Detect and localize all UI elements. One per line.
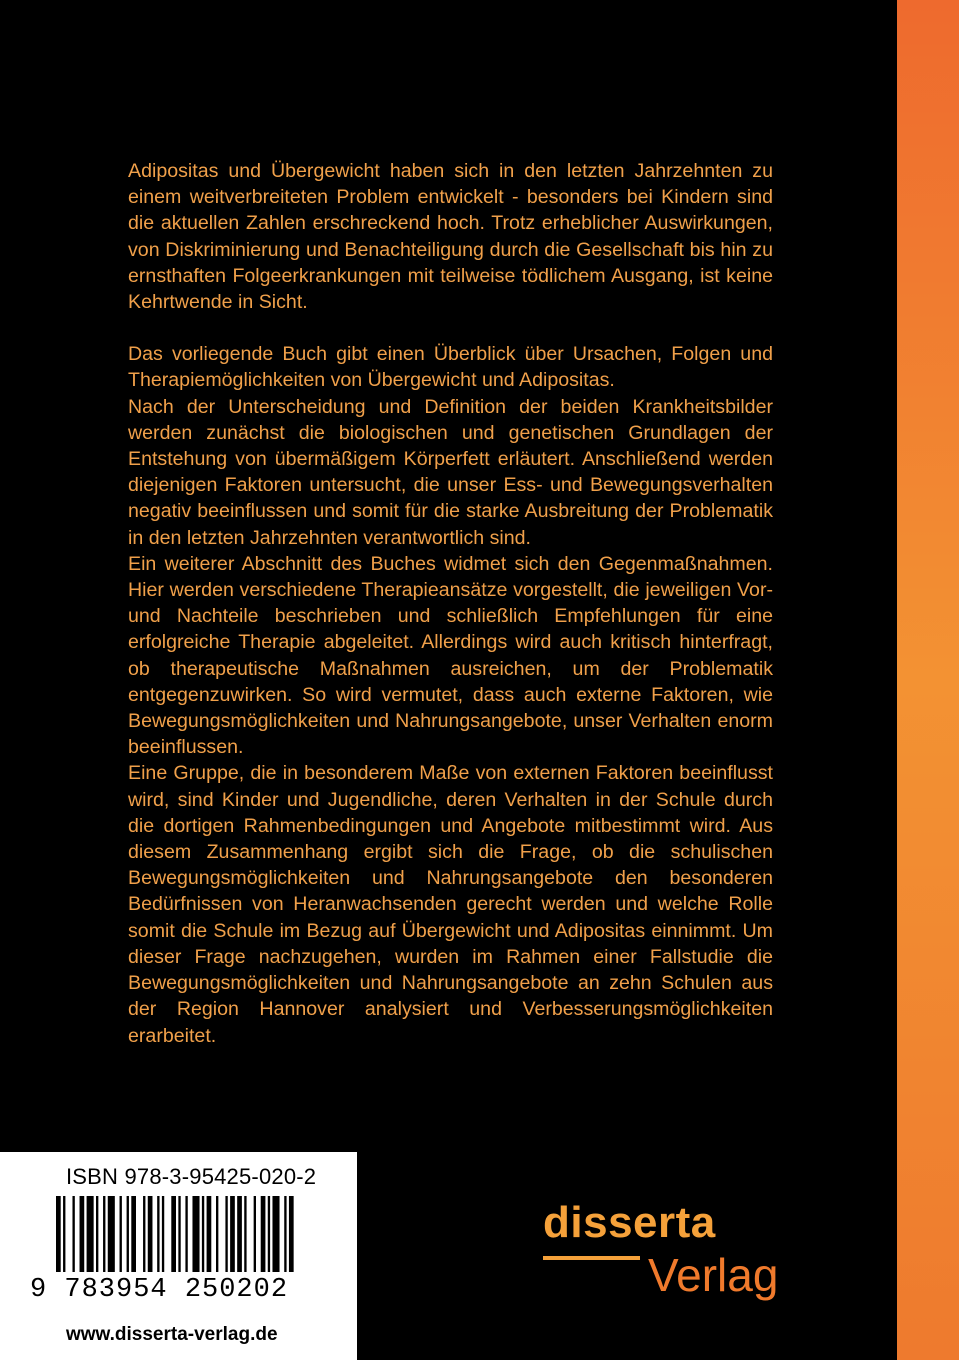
- barcode-bar: [192, 1196, 199, 1272]
- blurb-paragraph-2: Das vorliegende Buch gibt einen Überblick über Ursachen, Folgen und Therapiemöglichkeiten von Übergewicht und Adipositas.: [128, 343, 773, 392]
- barcode-bar: [225, 1196, 227, 1272]
- barcode-bar: [87, 1196, 94, 1272]
- barcode-bar: [56, 1196, 61, 1272]
- barcode-digits: 9 783954 250202: [30, 1275, 289, 1305]
- barcode-panel: [0, 1152, 357, 1360]
- barcode-bar: [284, 1196, 286, 1272]
- blurb-paragraph-1: Adipositas und Übergewicht haben sich in den letzten Jahrzehnten zu einem weitverbreiteten Problem entwickelt - besonders bei Kindern sind die aktuellen Zahlen erschreckend hoch. Trotz erheblicher Auswirkungen, von Diskriminierung und Benachteiligung durch die Gesellschaft bis hin zu ernsthaften Folgeerkrankungen mit teilweise tödlichem Ausgang, ist keine Kehrtwende in Sicht.: [128, 160, 773, 314]
- barcode-bar: [230, 1196, 235, 1272]
- barcode-bar: [268, 1196, 270, 1272]
- barcode-bar: [148, 1196, 153, 1272]
- logo-verlag: Verlag: [648, 1249, 779, 1301]
- barcode-bar: [261, 1196, 266, 1272]
- publisher-logo: [543, 1198, 803, 1318]
- barcode-bar: [127, 1196, 129, 1272]
- barcode-bar: [272, 1196, 279, 1272]
- barcode-bar: [237, 1196, 242, 1272]
- orange-edge-stripe: [897, 0, 959, 1360]
- barcode-bar: [131, 1196, 136, 1272]
- blurb-paragraph-3: Nach der Unterscheidung und Definition der beiden Krankheitsbilder werden zunächst die biologischen und genetischen Grundlagen der Entstehung von übermäßigem Körperfett erläutert. Anschließend werden diejenigen Faktoren untersucht, die unser Ess- und Bewegungsverhalten negativ beeinflussen und somit für die starke Ausbreitung der Problematik in den letzten Jahrzehnten verantwortlich sind.: [128, 395, 773, 549]
- barcode-bar: [185, 1196, 187, 1272]
- barcode-bar: [80, 1196, 85, 1272]
- barcode-bar: [103, 1196, 105, 1272]
- barcode-bar: [63, 1196, 65, 1272]
- barcode-bar: [178, 1196, 180, 1272]
- barcode-bar: [162, 1196, 164, 1272]
- publisher-url: www.disserta-verlag.de: [66, 1324, 278, 1345]
- barcode-bar: [202, 1196, 204, 1272]
- barcode-bars: [56, 1196, 296, 1272]
- blurb-paragraph-5: Eine Gruppe, die in besonderem Maße von externen Faktoren beeinflusst wird, sind Kinder und Jugendliche, deren Verhalten in der Schule durch die dortigen Rahmenbedingungen und Angebote mitbestimmt wird. Aus diesem Zusammenhang ergibt sich die Frage, ob die schulischen Bewegungsmöglichkeiten und Nahrungsangebote den besonderen Bedürfnissen von Heranwachsenden gerecht werden und welche Rolle somit die Schule im Bezug auf Übergewicht und Adipositas einnimmt. Um dieser Frage nachzugehen, wurden im Rahmen einer Fallstudie die Bewegungsmöglichkeiten und Nahrungsangebote an zehn Schulen aus der Region Hannover analysiert und Verbesserungsmöglichkeiten erarbeitet.: [128, 762, 773, 1047]
- logo-disserta: disserta: [543, 1198, 716, 1247]
- barcode-bar: [171, 1196, 176, 1272]
- logo-underline: [543, 1256, 640, 1260]
- barcode-bar: [72, 1196, 74, 1272]
- barcode-bar: [157, 1196, 159, 1272]
- barcode-bar: [120, 1196, 122, 1272]
- blurb-text: [128, 158, 773, 1049]
- barcode-bar: [143, 1196, 145, 1272]
- barcode-bar: [216, 1196, 218, 1272]
- barcode-bar: [207, 1196, 212, 1272]
- barcode-bar: [289, 1196, 294, 1272]
- barcode-bar: [108, 1196, 115, 1272]
- blurb-paragraph-4: Ein weiterer Abschnitt des Buches widmet sich den Gegenmaßnahmen. Hier werden verschiedene Therapieansätze vorgestellt, die jeweiligen Vor- und Nachteile beschrieben und schließlich Empfehlungen für eine erfolgreiche Therapie abgeleitet. Allerdings wird auch kritisch hinterfragt, ob therapeutische Maßnahmen ausreichen, um der Problematik entgegenzuwirken. So wird vermutet, dass auch externe Faktoren, wie Bewegungsmöglichkeiten und Nahrungsangebote, unser Verhalten enorm beeinflussen.: [128, 552, 773, 759]
- barcode-bar: [96, 1196, 98, 1272]
- barcode-bar: [254, 1196, 256, 1272]
- barcode-bar: [244, 1196, 246, 1272]
- isbn-label: ISBN 978-3-95425-020-2: [66, 1164, 317, 1189]
